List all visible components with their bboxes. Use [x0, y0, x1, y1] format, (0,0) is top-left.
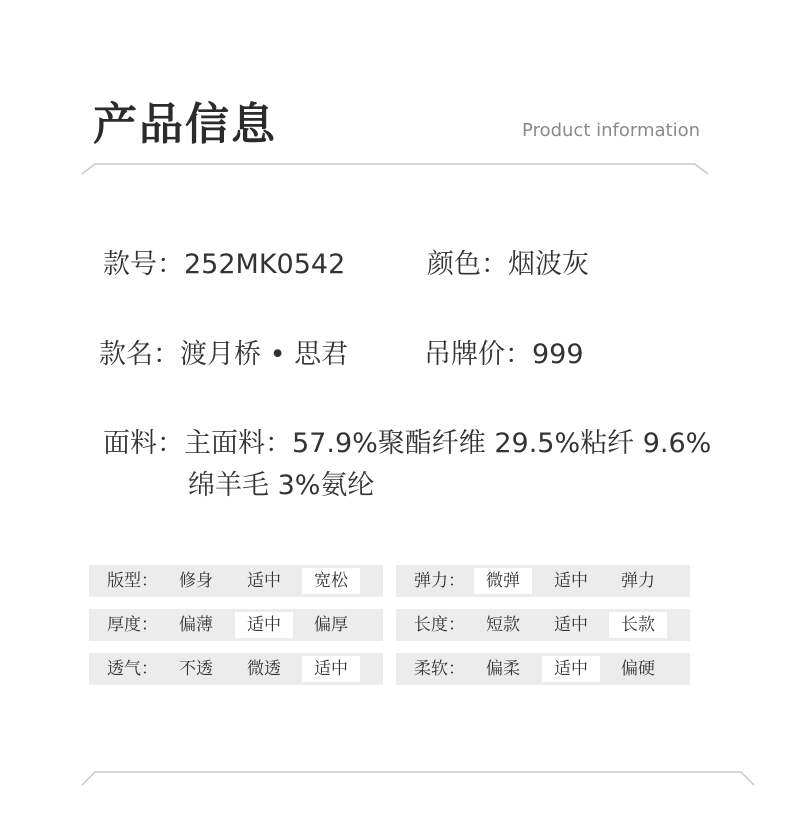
spec-option: 修身 [179, 571, 213, 591]
fabric-line-2: 绵羊毛 3%氨纶 [188, 470, 375, 501]
spec-row-elasticity [396, 565, 690, 597]
spec-option: 短款 [486, 615, 520, 635]
spec-option: 偏硬 [621, 659, 655, 679]
color-info: 颜色：烟波灰 [427, 249, 589, 280]
page-subtitle: Product information [522, 120, 700, 141]
spec-option-selected: 适中 [542, 656, 600, 682]
spec-row-breathability [89, 653, 383, 685]
spec-row-thickness [89, 609, 383, 641]
spec-option-selected: 适中 [235, 612, 293, 638]
spec-option: 偏薄 [179, 615, 213, 635]
spec-label: 柔软： [414, 659, 465, 679]
spec-option-selected: 微弹 [474, 568, 532, 594]
spec-option: 偏柔 [486, 659, 520, 679]
spec-option: 不透 [179, 659, 213, 679]
spec-option: 适中 [554, 615, 588, 635]
spec-label: 版型： [107, 571, 158, 591]
spec-option-selected: 宽松 [302, 568, 360, 594]
bottom-divider [0, 766, 790, 786]
style-number: 款号：252MK0542 [103, 249, 346, 280]
spec-row-fit [89, 565, 383, 597]
spec-row-length [396, 609, 690, 641]
style-name: 款名：渡月桥 • 思君 [99, 339, 349, 370]
page-title: 产品信息 [93, 99, 277, 150]
spec-option: 偏厚 [314, 615, 348, 635]
spec-option-selected: 适中 [302, 656, 360, 682]
spec-label: 厚度： [107, 615, 158, 635]
spec-label: 弹力： [414, 571, 465, 591]
spec-label: 长度： [414, 615, 465, 635]
fabric-line-1: 面料：主面料：57.9%聚酯纤维 29.5%粘纤 9.6% [103, 428, 712, 459]
spec-option: 微透 [247, 659, 281, 679]
top-divider [0, 155, 790, 175]
spec-option: 弹力 [621, 571, 655, 591]
spec-option-selected: 长款 [609, 612, 667, 638]
spec-option: 适中 [247, 571, 281, 591]
spec-option: 适中 [554, 571, 588, 591]
spec-row-softness [396, 653, 690, 685]
tag-price: 吊牌价：999 [424, 339, 584, 370]
spec-label: 透气： [107, 659, 158, 679]
